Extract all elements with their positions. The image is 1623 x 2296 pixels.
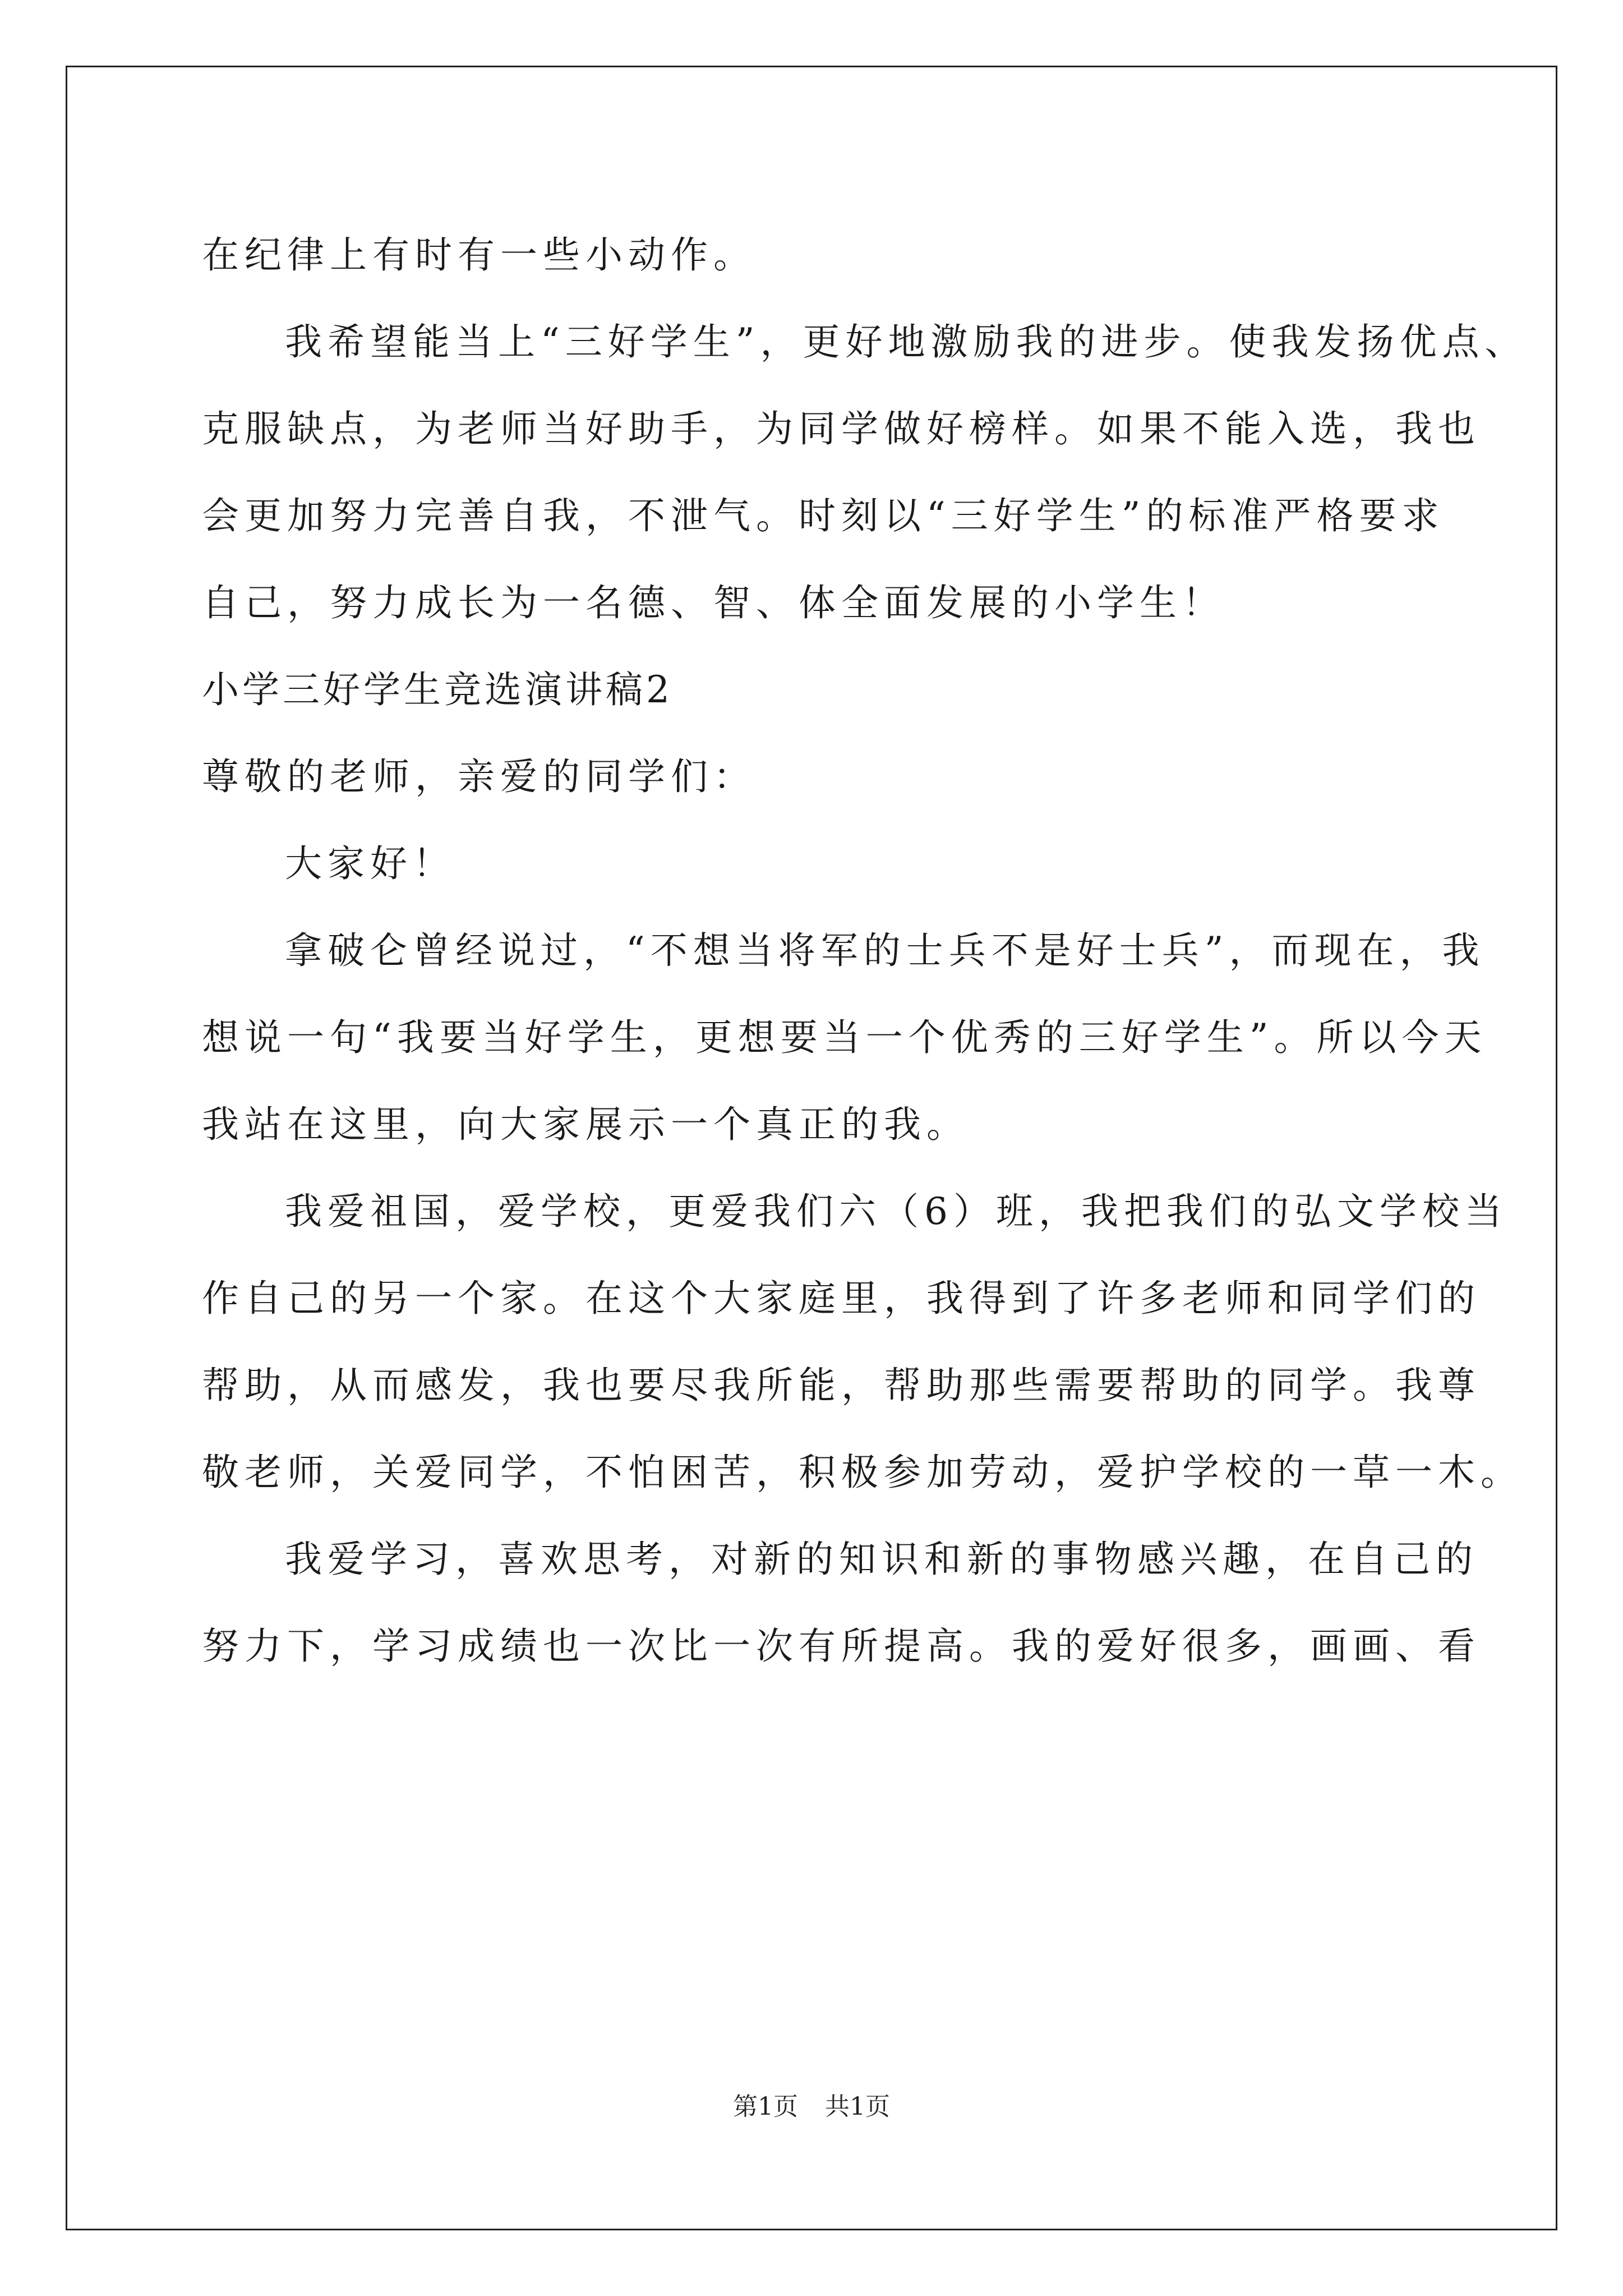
paragraph-line: 我站在这里，向大家展示一个真正的我。 [202, 1103, 969, 1146]
paragraph-line: 克服缺点，为老师当好助手，为同学做好榜样。如果不能入选，我也 [202, 407, 1481, 450]
document-body [202, 222, 1528, 1700]
paragraph-line: 帮助，从而感发，我也要尽我所能，帮助那些需要帮助的同学。我尊 [202, 1364, 1481, 1407]
greeting: 大家好！ [285, 842, 455, 885]
paragraph-line: 敬老师，关爱同学，不怕困苦，积极参加劳动，爱护学校的一草一木。 [202, 1451, 1523, 1494]
paragraph-line: 作自己的另一个家。在这个大家庭里，我得到了许多老师和同学们的 [202, 1277, 1481, 1320]
page-count: 共1页 [825, 2092, 890, 2121]
page-footer [0, 2090, 1623, 2124]
paragraph-line: 我爱祖国，爱学校，更爱我们六（6）班，我把我们的弘文学校当 [285, 1190, 1507, 1233]
paragraph-line: 我爱学习，喜欢思考，对新的知识和新的事物感兴趣，在自己的 [285, 1538, 1478, 1581]
paragraph-line: 努力下，学习成绩也一次比一次有所提高。我的爱好很多，画画、看 [202, 1625, 1481, 1668]
section-heading: 小学三好学生竞选演讲稿2 [202, 668, 673, 711]
paragraph-line: 我希望能当上“三好学生”，更好地激励我的进步。使我发扬优点、 [285, 320, 1528, 364]
paragraph-line: 在纪律上有时有一些小动作。 [202, 233, 756, 277]
salutation: 尊敬的老师，亲爱的同学们： [202, 755, 756, 798]
paragraph-line: 拿破仑曾经说过，“不想当将军的士兵不是好士兵”，而现在，我 [285, 929, 1485, 972]
paragraph-line: 自己，努力成长为一名德、智、体全面发展的小学生！ [202, 581, 1225, 624]
paragraph-line: 会更加努力完善自我，不泄气。时刻以“三好学生”的标准严格要求 [202, 494, 1445, 537]
page-number: 第1页 [733, 2092, 798, 2121]
paragraph-line: 想说一句“我要当好学生，更想要当一个优秀的三好学生”。所以今天 [202, 1016, 1487, 1059]
